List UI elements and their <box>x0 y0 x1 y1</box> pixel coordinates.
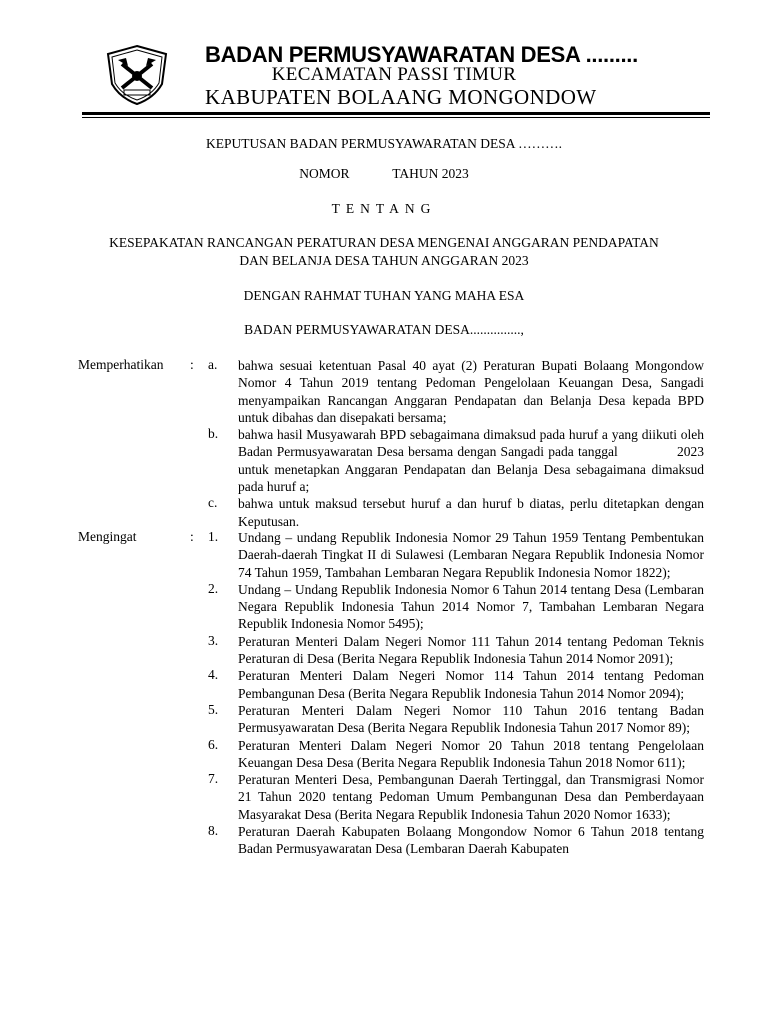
item-text: Peraturan Menteri Desa, Pembangunan Daerah Tertinggal, dan Transmigrasi Nomor 21 Tahun 2020 tentang Pedoman Umum Pembangunan Desa dan Pemberdayaan Masyarakat Desa (Berita Negara Republik Indonesia Tahun 2020 Nomor 1633); <box>238 772 704 822</box>
list-item <box>0 529 768 581</box>
list-item <box>0 495 768 530</box>
blessing-line: DENGAN RAHMAT TUHAN YANG MAHA ESA <box>243 288 525 303</box>
item-text: Peraturan Menteri Dalam Negeri Nomor 111 Tahun 2014 tentang Pedoman Teknis Peraturan di Desa (Berita Negara Republik Indonesia Tahun 2014 Nomor 2091); <box>238 633 704 667</box>
tahun-label: TAHUN 2023 <box>392 166 469 181</box>
item-marker: c. <box>208 495 218 511</box>
item-marker: 8. <box>208 823 219 839</box>
list-item <box>0 771 768 823</box>
item-text: Peraturan Menteri Dalam Negeri Nomor 20 Tahun 2018 tentang Pengelolaan Keuangan Desa Desa (Berita Negara Republik Indonesia Tahun 2018 Nomor 611); <box>238 737 704 770</box>
letterhead-district: KECAMATAN PASSI TIMUR <box>271 64 517 85</box>
item-text: Undang – Undang Republik Indonesia Nomor 6 Tahun 2014 tentang Desa (Lembaran Negara Republik Indonesia Tahun 2014 Nomor 7, Tambahan Lembaran Negara Republik Indonesia Nomor 5495); <box>238 581 704 632</box>
letterhead-regency: KABUPATEN BOLAANG MONGONDOW <box>205 85 597 109</box>
decree-title: KEPUTUSAN BADAN PERMUSYAWARATAN DESA ………. <box>206 136 562 151</box>
list-item <box>0 357 768 426</box>
item-text: Peraturan Daerah Kabupaten Bolaang Mongondow Nomor 6 Tahun 2018 tentang Badan Permusyawaratan Desa (Lembaran Daerah Kabupaten <box>238 824 704 857</box>
item-marker: 1. <box>208 529 219 544</box>
list-item <box>0 633 768 668</box>
item-marker: 4. <box>208 667 219 683</box>
list-item <box>0 702 768 737</box>
decree-number-line <box>0 166 768 182</box>
item-marker: 7. <box>208 771 219 787</box>
item-marker: 3. <box>208 632 219 648</box>
item-marker: 6. <box>208 736 219 752</box>
colon: : <box>190 357 194 372</box>
tentang-heading: TENTANG <box>331 201 437 216</box>
list-item <box>0 823 768 858</box>
letterhead-rule-thin <box>82 117 710 118</box>
item-marker: 5. <box>208 701 219 717</box>
item-text: Peraturan Menteri Dalam Negeri Nomor 114 Tahun 2014 tentang Pedoman Pembangunan Desa (Berita Negara Republik Indonesia Tahun 2014 Nomor 2094); <box>238 668 704 701</box>
item-text: Undang – undang Republik Indonesia Nomor 29 Tahun 1959 Tentang Pembentukan Daerah-daerah Tingkat II di Sulawesi (Lembaran Negara Republik Indonesia Nomor 74 Tahun 1959, Tambahan Lembaran Negara Republik Indonesia Nomor 1822); <box>238 530 704 580</box>
list-item <box>0 581 768 633</box>
item-marker: b. <box>208 426 219 442</box>
nomor-label: NOMOR <box>299 166 350 181</box>
memperhatikan-label: Memperhatikan <box>78 357 164 372</box>
mengingat-section <box>0 529 768 858</box>
body-name-line: BADAN PERMUSYAWARATAN DESA..............., <box>244 322 524 337</box>
item-text: bahwa untuk maksud tersebut huruf a dan huruf b diatas, perlu ditetapkan dengan Keputusan. <box>238 496 704 529</box>
item-text: bahwa hasil Musyawarah BPD sebagaimana dimaksud pada huruf a yang diikuti oleh Badan Permusyawaratan Desa bersama dengan Sangadi pada tanggal 2023 untuk menetapkan Anggaran Pendapatan dan Belanja Desa sebagaimana dimaksud pada huruf a; <box>238 427 708 495</box>
list-item <box>0 737 768 772</box>
item-text: bahwa sesuai ketentuan Pasal 40 ayat (2) Peraturan Bupati Bolaang Mongondow Nomor 4 Tahun 2019 tentang Pedoman Pengelolaan Keuangan Desa, Sangadi menyampaikan Rancangan Anggaran Pendapatan dan Belanja Desa kepada BPD untuk dibahas dan disepakati bersama; <box>238 358 704 425</box>
letterhead-title: BADAN PERMUSYAWARATAN DESA ......... <box>205 42 638 67</box>
list-item <box>0 667 768 702</box>
memperhatikan-section <box>0 357 768 530</box>
subject-line-1: KESEPAKATAN RANCANGAN PERATURAN DESA MENGENAI ANGGARAN PENDAPATAN <box>109 235 659 250</box>
colon: : <box>190 529 194 544</box>
letterhead-rule-thick <box>82 112 710 115</box>
subject-line-2: DAN BELANJA DESA TAHUN ANGGARAN 2023 <box>239 253 529 268</box>
letterhead <box>0 0 768 130</box>
item-marker: 2. <box>208 580 219 596</box>
item-marker: a. <box>208 357 218 372</box>
item-text: Peraturan Menteri Dalam Negeri Nomor 110 Tahun 2016 tentang Badan Permusyawaratan Desa (Berita Negara Republik Indonesia Tahun 2017 Nomor 89); <box>238 702 704 736</box>
mengingat-label: Mengingat <box>78 529 137 544</box>
list-item <box>0 426 768 495</box>
